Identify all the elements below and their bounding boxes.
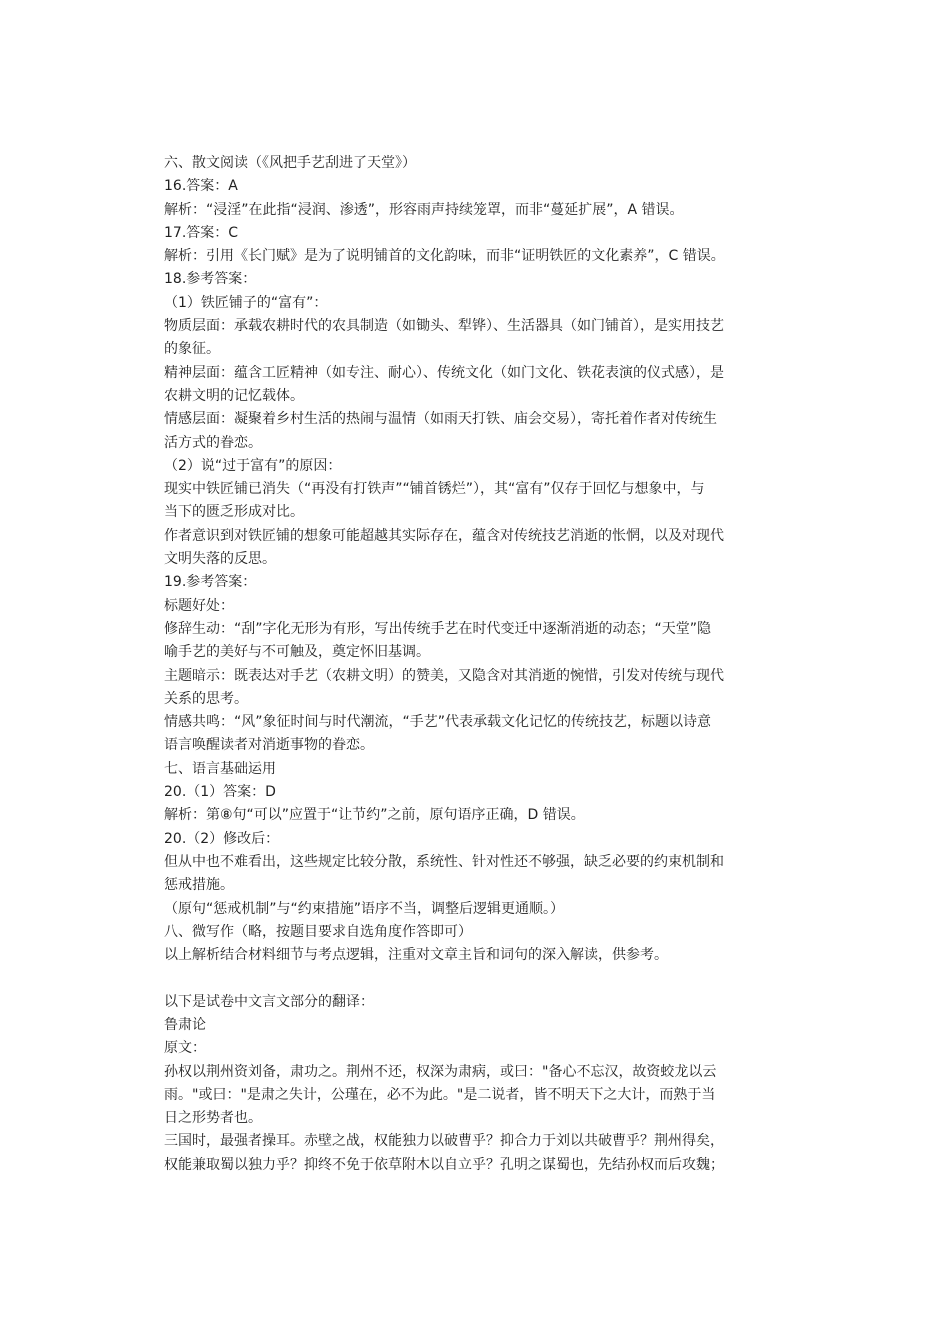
text-line: 日之形势者也。 [164,1110,262,1127]
text-line: 17.答案：C [164,224,239,241]
text-line: （1）铁匠铺子的“富有”： [164,294,328,311]
text-line: 19.参考答案： [164,574,257,591]
text-line: 鲁肃论 [164,1016,206,1033]
text-line: 雨。"或曰："是肃之失计，公瑾在，必不为此。"是二说者，皆不明天下之大计，而熟于当 [164,1086,716,1103]
text-line: （2）说“过于富有”的原因： [164,457,342,474]
text-line: 农耕文明的记忆载体。 [164,387,304,404]
text-line: 主题暗示：既表达对手艺（农耕文明）的赞美，又隐含对其消逝的惋惜，引发对传统与现代 [164,667,724,684]
text-line: 物质层面：承载农耕时代的农具制造（如锄头、犁铧）、生活器具（如门铺首），是实用技艺 [164,318,724,335]
text-line: 语言唤醒读者对消逝事物的眷恋。 [164,737,374,754]
text-line: 现实中铁匠铺已消失（“再没有打铁声”“铺首锈烂”），其“富有”仅存于回忆与想象中，与 [164,481,705,498]
text-line: 20.（1）答案：D [164,784,276,801]
text-line: 六、散文阅读（《风把手艺刮进了天堂》） [164,155,416,171]
text-line: 18.参考答案： [164,271,257,288]
text-line: 精神层面：蕴含工匠精神（如专注、耐心）、传统文化（如门文化、铁花表演的仪式感），是 [164,364,724,381]
text-line: 情感共鸣：“风”象征时间与时代潮流，“手艺”代表承载文化记忆的传统技艺，标题以诗意 [164,714,712,731]
text-line: （原句“惩戒机制”与“约束措施”语序不当，调整后逻辑更通顺。） [164,900,565,917]
text-line: 解析：第⑧句“可以”应置于“让节约”之前，原句语序正确，D 错误。 [164,807,585,824]
text-line: 文明失落的反思。 [164,551,276,568]
text-line: 解析：引用《长门赋》是为了说明铺首的文化韵味，而非“证明铁匠的文化素养”，C 错误。 [164,248,725,265]
text-line: 七、语言基础运用 [164,760,276,777]
text-line: 活方式的眷恋。 [164,434,262,451]
text-line: 的象征。 [164,341,220,358]
text-line: 当下的匮乏形成对比。 [164,504,304,521]
text-line: 修辞生动：“刮”字化无形为有形，写出传统手艺在时代变迁中逐渐消逝的动态；“天堂”隐 [164,620,712,637]
text-line: 以下是试卷中文言文部分的翻译： [164,993,374,1010]
document-page [164,152,792,1177]
text-line: 惩戒措施。 [164,877,234,894]
text-line: 情感层面：凝聚着乡村生活的热闹与温情（如雨天打铁、庙会交易），寄托着作者对传统生 [164,411,717,428]
text-line: 以上解析结合材料细节与考点逻辑，注重对文章主旨和词句的深入解读，供参考。 [164,947,668,964]
text-line: 作者意识到对铁匠铺的想象可能超越其实际存在，蕴含对传统技艺消逝的怅惘，以及对现代 [164,527,724,544]
text-line: 孙权以荆州资刘备，肃功之。荆州不还，权深为肃病，或曰："备心不忘汉，故资蛟龙以云 [164,1063,717,1080]
text-line: 20.（2）修改后： [164,830,280,847]
text-line: 原文： [164,1040,206,1057]
text-line: 关系的思考。 [164,690,248,707]
text-line: 标题好处： [164,597,234,614]
text-line: 但从中也不难看出，这些规定比较分散，系统性、针对性还不够强，缺乏必要的约束机制和 [164,853,724,870]
text-line: 16.答案：A [164,178,238,195]
text-line: 三国时，最强者操耳。赤壁之战，权能独力以破曹乎？抑合力于刘以共破曹乎？荆州得矣， [164,1133,724,1150]
text-line: 权能兼取蜀以独力乎？抑终不免于依草附木以自立乎？孔明之谋蜀也，先结孙权而后攻魏； [164,1156,724,1173]
text-line: 喻手艺的美好与不可触及，奠定怀旧基调。 [164,644,430,661]
blank-line [164,967,792,990]
text-line: 解析：“浸淫”在此指“浸润、渗透”，形容雨声持续笼罩，而非“蔓延扩展”，A 错误。 [164,201,684,218]
text-line: 八、微写作（略，按题目要求自选角度作答即可） [164,923,472,940]
